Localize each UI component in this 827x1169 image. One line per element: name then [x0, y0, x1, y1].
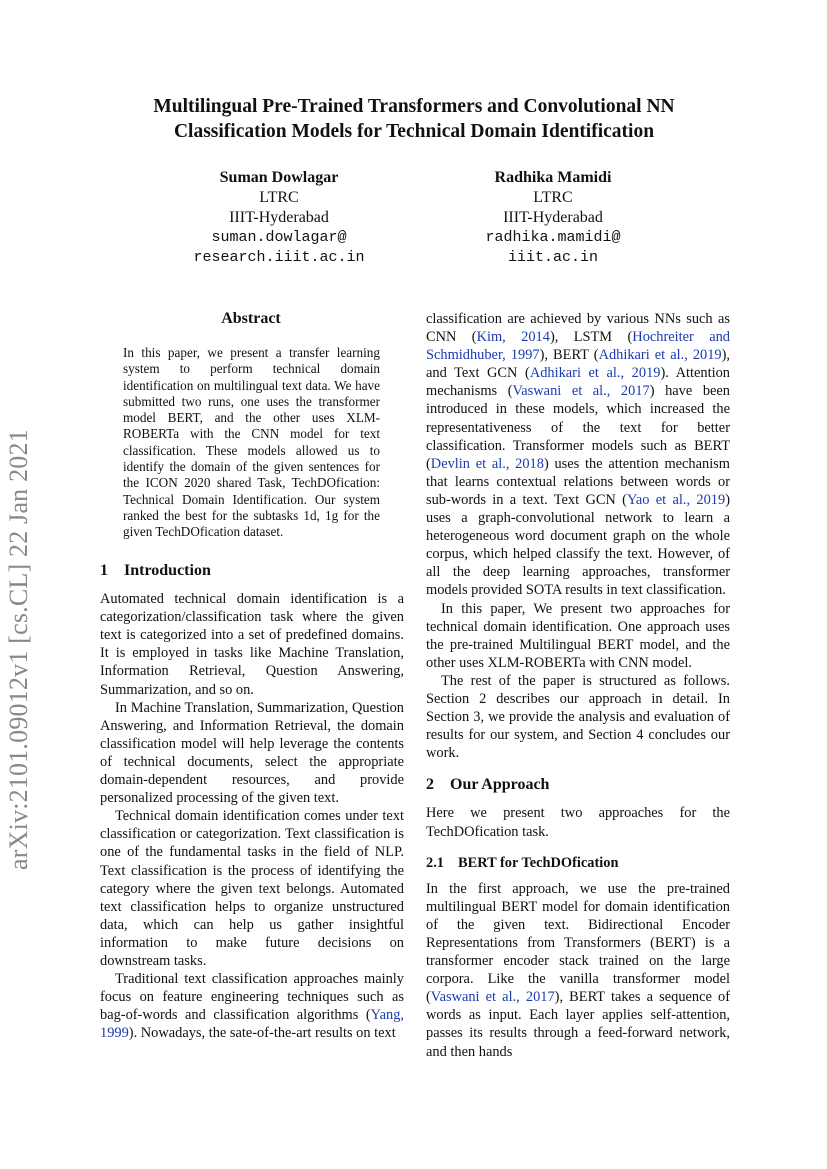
- text: Traditional text classification approaches mainly focus on feature engineering techniques such as bag-of-words and classification algorithms (: [100, 971, 404, 1024]
- section-2-1-paragraph: [426, 880, 730, 1061]
- text: ). Nowadays, the sate-of-the-art results on text: [128, 1025, 396, 1042]
- section-title: Introduction: [124, 562, 211, 579]
- text: ), BERT (: [539, 347, 599, 364]
- section-number: 1: [100, 562, 108, 579]
- paper-title: [100, 94, 728, 144]
- author-email-line-2[interactable]: research.iiit.ac.in: [193, 249, 365, 266]
- text: classification are achieved by various NNs such as CNN (: [426, 311, 730, 346]
- section-2-heading: [426, 776, 730, 794]
- intro-paragraph-1: Automated technical domain identification is a categorization/classification task where the given text is categorized into a set of predefined domains. It is employed in tasks like Machine Translation, Information Retrieval, Question Answering, Summarization, and so on.: [100, 591, 404, 698]
- author-inst: IIIT-Hyderabad: [229, 209, 329, 226]
- text: ) uses the attention mechanism that learns contextual relations between words or sub-words in a text. Text GCN (: [426, 455, 730, 508]
- citation-link[interactable]: Adhikari et al., 2019: [529, 365, 661, 382]
- section-number: 2: [426, 776, 434, 794]
- text: ) uses a graph-convolutional network to learn a heterogeneous word document graph on the whole corpus, which helped classify the text. However, of all the deep learning approaches, transformer models provided SOTA results in text classification.: [426, 491, 730, 599]
- intro-paragraph-7: The rest of the paper is structured as follows. Section 2 describes our approach in detail. In Section 3, we provide the analysis and evaluation of results for our system, and Section 4 concludes our work.: [426, 672, 730, 762]
- intro-paragraph-5: [426, 310, 730, 600]
- citation-link[interactable]: Kim, 2014: [476, 329, 550, 346]
- text: ), and Text GCN (: [426, 347, 731, 382]
- author-org: LTRC: [533, 189, 573, 206]
- text: ). Attention mechanisms (: [426, 365, 731, 400]
- intro-paragraph-2: In Machine Translation, Summarization, Question Answering, and Information Retrieval, the domain classification model will help leverage the contents of technical documents, select the appropriate domain-dependent resources, and provide personalized processing of the given text.: [100, 699, 404, 807]
- author-1: [164, 168, 394, 268]
- author-email-line-1[interactable]: suman.dowlagar@: [211, 229, 347, 246]
- abstract-heading: Abstract: [221, 310, 281, 327]
- section-title: Our Approach: [450, 776, 550, 794]
- text: In the first approach, we use the pre-trained multilingual BERT model for domain identification of the given text. Bidirectional Encoder Representations from Transformers (BERT) is a transformer encoder stack trained on the large corpora. Like the vanilla transformer model (: [426, 880, 730, 1006]
- section-2-paragraph: Here we present two approaches for the TechDOfication task.: [426, 805, 730, 840]
- citation-link[interactable]: Adhikari et al., 2019: [598, 347, 722, 364]
- text: ) have been introduced in these models, which increased the representativeness of the text for better classification. Transformer models such as BERT (: [426, 383, 730, 472]
- abstract-text: In this paper, we present a transfer learning system to perform technical domain identification on multilingual text data. We have submitted two runs, one uses the transformer model BERT, and the other uses XLM-ROBERTa with the CNN model for text classification. These models allowed us to identify the domain of the given sentences for the ICON 2020 shared Task, TechDOfication: Technical Domain Identification. Our system ranked the best for the subtasks 1d, 1g for the given TechDOfication dataset.: [123, 345, 380, 540]
- author-2: [438, 168, 668, 268]
- section-1-heading: [100, 562, 404, 580]
- right-column: [426, 310, 730, 1061]
- citation-link[interactable]: Yao et al., 2019: [626, 491, 726, 508]
- author-email-line-1[interactable]: radhika.mamidi@: [485, 229, 621, 246]
- title-line-2: Classification Models for Technical Domain Identification: [173, 121, 655, 142]
- intro-paragraph-3: Technical domain identification comes under text classification or categorization. Text classification is one of the fundamental tasks in the field of NLP. Text classification is the process of identifying the category where the given text belongs. Automated text classification helps to organize unstructured data, which can help us gather insightful information to make future decisions on downstream tasks.: [100, 808, 404, 969]
- author-name: Radhika Mamidi: [494, 169, 612, 186]
- left-column: [100, 562, 404, 1042]
- intro-paragraph-6: In this paper, We present two approaches for technical domain identification. One approach uses the pre-trained Multilingual BERT model, and the other uses XLM-ROBERTa with CNN model.: [426, 600, 730, 671]
- citation-link[interactable]: Yang, 1999: [100, 1007, 404, 1042]
- author-name: Suman Dowlagar: [219, 169, 339, 186]
- text: ), BERT takes a sequence of words as input. Each layer applies self-attention, passes its results through a feed-forward network, and then hands: [426, 989, 730, 1060]
- author-email-line-2[interactable]: iiit.ac.in: [507, 249, 598, 266]
- section-title: BERT for TechDOfication: [458, 854, 619, 871]
- title-line-1: Multilingual Pre-Trained Transformers and Convolutional NN: [153, 96, 675, 117]
- citation-link[interactable]: Hochreiter and Schmidhuber, 1997: [426, 329, 730, 364]
- citation-link[interactable]: Devlin et al., 2018: [430, 455, 544, 472]
- section-2-1-heading: [426, 854, 730, 872]
- arxiv-stamp: arXiv:2101.09012v1 [cs.CL] 22 Jan 2021: [4, 429, 33, 870]
- section-number: 2.1: [426, 854, 444, 871]
- author-inst: IIIT-Hyderabad: [503, 209, 603, 226]
- author-org: LTRC: [259, 189, 299, 206]
- citation-link[interactable]: Vaswani et al., 2017: [512, 383, 650, 400]
- citation-link[interactable]: Vaswani et al., 2017: [430, 989, 555, 1006]
- text: ), LSTM (: [549, 329, 633, 346]
- intro-paragraph-4: [100, 970, 404, 1042]
